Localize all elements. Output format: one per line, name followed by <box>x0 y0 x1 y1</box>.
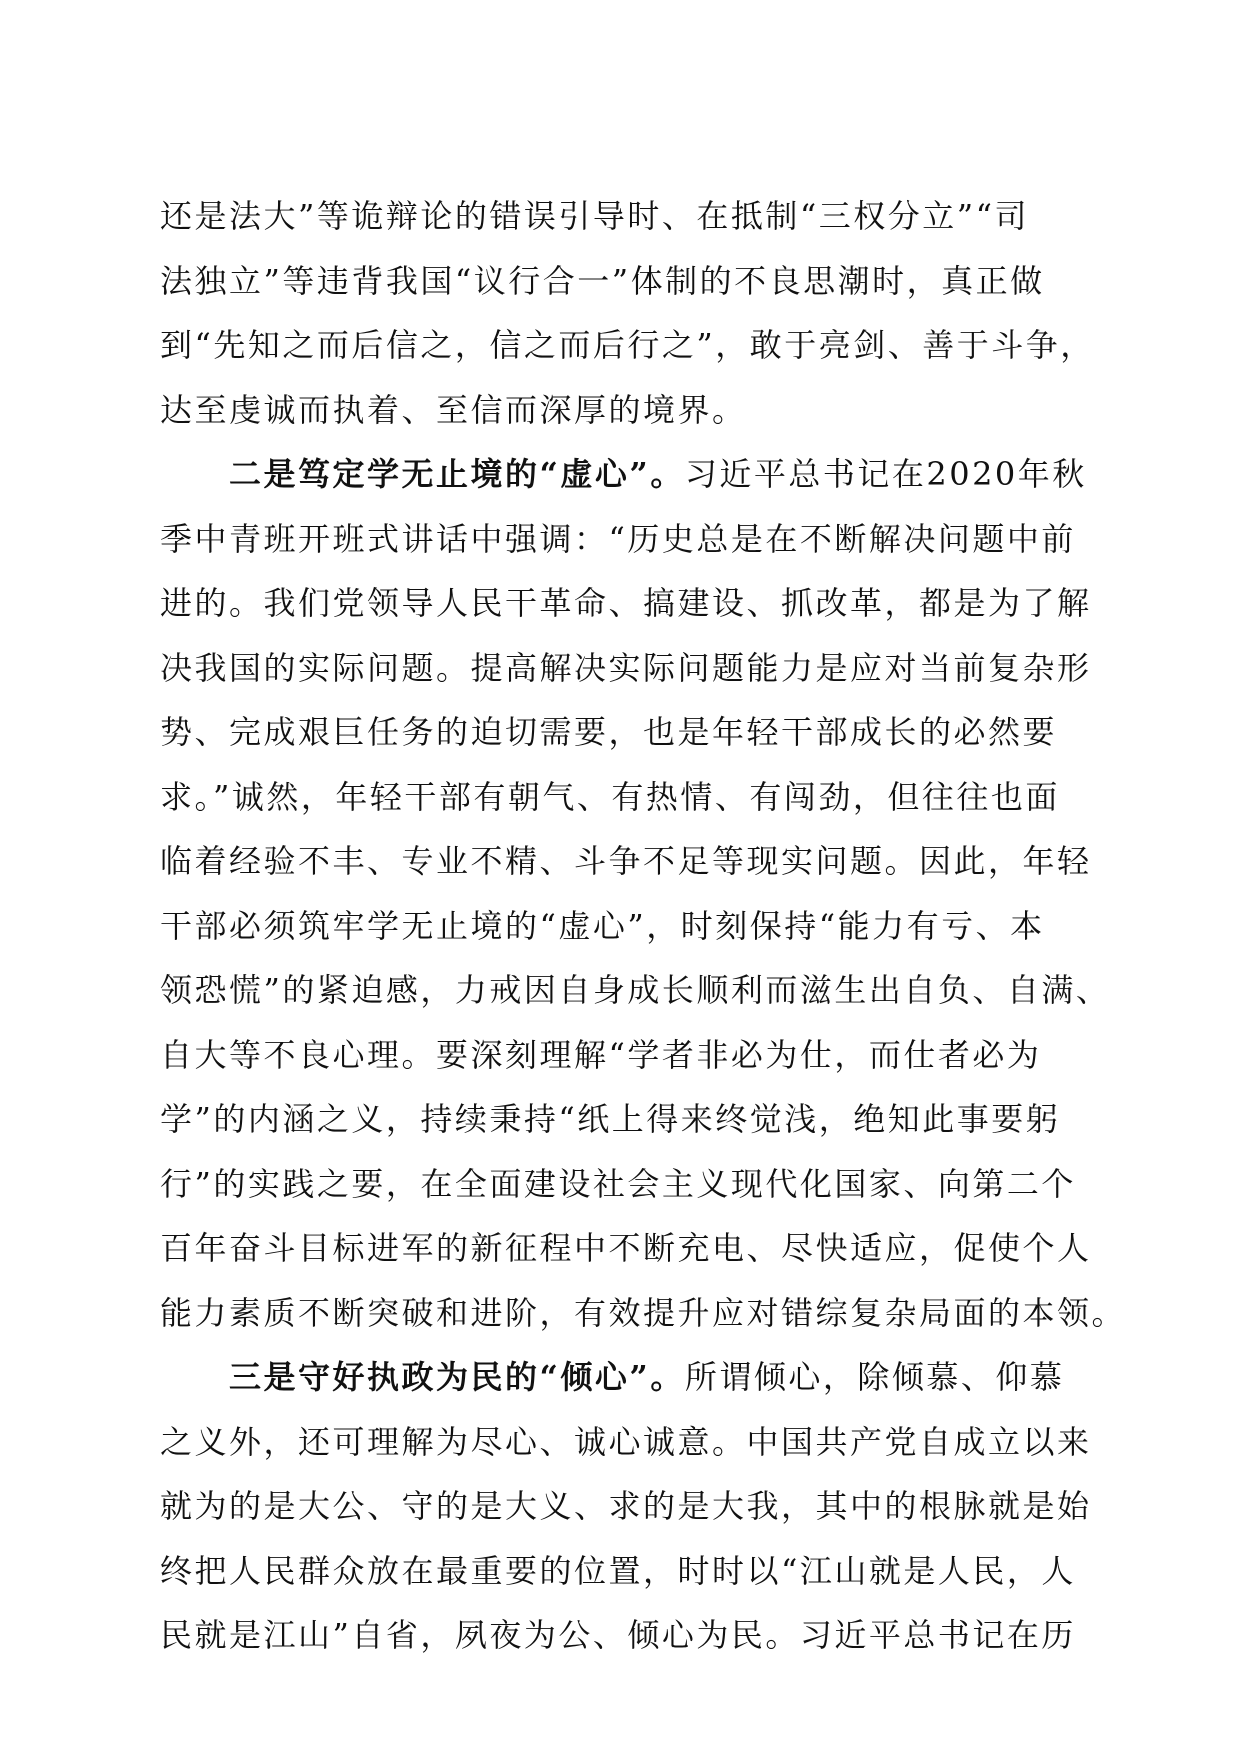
text-line: 学”的内涵之义，持续秉持“纸上得来终觉浅，绝知此事要躬 <box>160 1100 1061 1138</box>
text-line: 领恐慌”的紧迫感，力戒因自身成长顺利而滋生出自负、自满、 <box>160 971 1111 1009</box>
paragraph-2-heading: 二是笃定学无止境的“虚心”。 <box>229 455 685 493</box>
text-line: 季中青班开班式讲话中强调：“历史总是在不断解决问题中前 <box>160 519 1076 558</box>
paragraph-2-first-line <box>160 442 1087 507</box>
text-line: 达至虔诚而执着、至信而深厚的境界。 <box>160 390 747 429</box>
indent <box>160 1358 229 1396</box>
text-line: 势、完成艰巨任务的迫切需要，也是年轻干部成长的必然要 <box>160 713 1058 751</box>
paragraph-3-first-line <box>160 1345 1080 1410</box>
text-line: 终把人民群众放在最重要的位置，时时以“江山就是人民，人 <box>160 1551 1076 1590</box>
text-line: 之义外，还可理解为尽心、诚心诚意。中国共产党自成立以来 <box>160 1422 1092 1461</box>
text-line: 到“先知之而后信之，信之而后行之”，敢于亮剑、善于斗争， <box>160 326 1095 364</box>
text-line: 求。”诚然，年轻干部有朝气、有热情、有闯劲，但往往也面 <box>160 777 1060 816</box>
text-line: 临着经验不丰、专业不精、斗争不足等现实问题。因此，年轻 <box>160 842 1092 880</box>
paragraph-3-text: 所谓倾心，除倾慕、仰慕 <box>684 1358 1065 1396</box>
text-line: 干部必须筑牢学无止境的“虚心”，时刻保持“能力有亏、本 <box>160 906 1045 945</box>
text-line: 决我国的实际问题。提高解决实际问题能力是应对当前复杂形 <box>160 648 1092 687</box>
text-line: 行”的实践之要，在全面建设社会主义现代化国家、向第二个 <box>160 1164 1076 1203</box>
text-line: 民就是江山”自省，夙夜为公、倾心为民。习近平总书记在历 <box>160 1616 1076 1654</box>
text-line: 法独立”等违背我国“议行合一”体制的不良思潮时，真正做 <box>160 261 1045 300</box>
text-line: 就为的是大公、守的是大义、求的是大我，其中的根脉就是始 <box>160 1487 1092 1525</box>
text-line: 能力素质不断突破和进阶，有效提升应对错综复杂局面的本领。 <box>160 1293 1127 1332</box>
paragraph-3-heading: 三是守好执政为民的“倾心”。 <box>229 1358 685 1396</box>
paragraph-2-text: 习近平总书记在2020年秋 <box>684 455 1087 493</box>
text-line: 自大等不良心理。要深刻理解“学者非必为仕，而仕者必为 <box>160 1035 1042 1074</box>
text-line: 百年奋斗目标进军的新征程中不断充电、尽快适应，促使个人 <box>160 1229 1092 1267</box>
indent <box>160 455 229 493</box>
body-text <box>160 184 1127 1668</box>
text-line: 还是法大”等诡辩论的错误引导时、在抵制“三权分立”“司 <box>160 197 1029 235</box>
text-line: 进的。我们党领导人民干革命、搞建设、抓改革，都是为了解 <box>160 584 1092 622</box>
